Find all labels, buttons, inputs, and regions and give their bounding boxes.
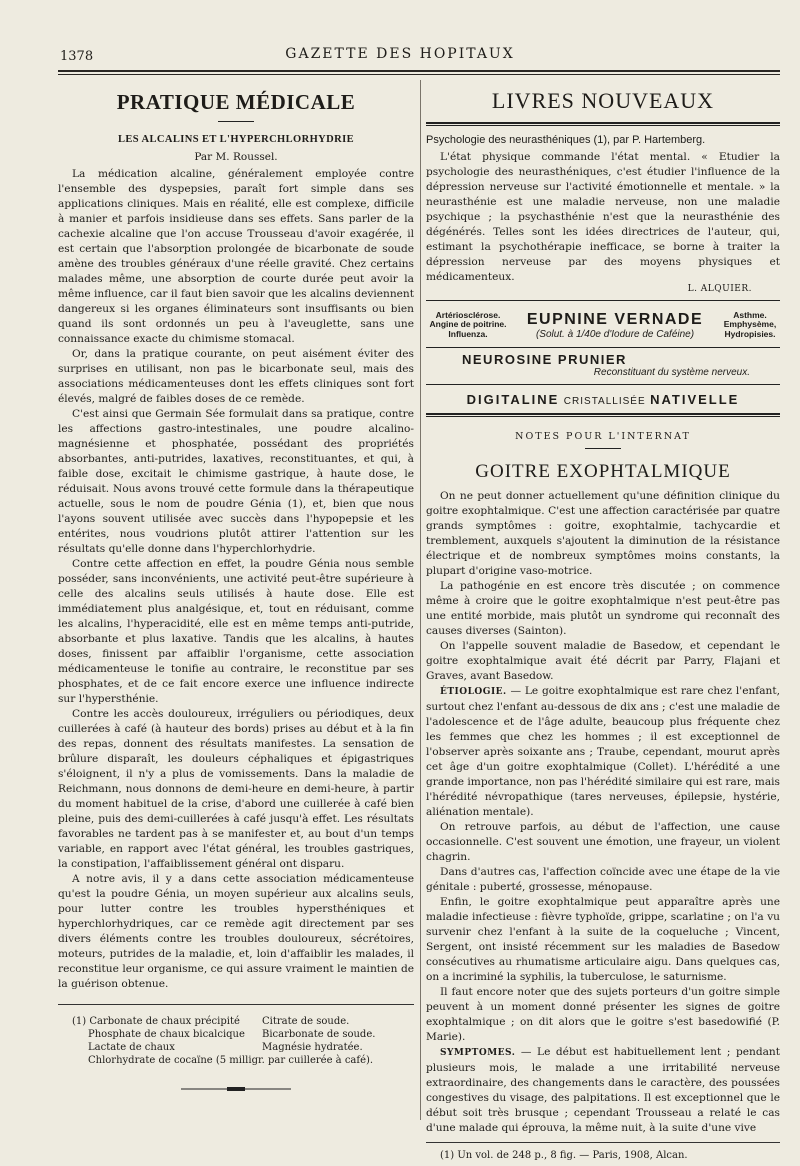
ad-indications-left: Artériosclérose. Angine de poitrine. Influenza.: [429, 309, 507, 339]
etiologie-label: ÉTIOLOGIE.: [440, 687, 507, 697]
ad-mid-digitaline: CRISTALLISÉE: [563, 396, 646, 407]
paragraph: Enfin, le goitre exophtalmique peut apparaître après une maladie infectieuse : fièvre typhoïde, grippe, scarlatine ; on l'a vu survenir chez l'enfant à la suite de la coqueluche ; Vincent, Sergent, ont insisté récemment sur les maladies de Basedow consécutives au rhumatisme articulaire aigu. Dans quelques cas, on a incriminé la syphilis, la tuberculose, le saturnisme.: [426, 896, 780, 983]
book-title: Psychologie des neurasthéniques (1), par P. Hartemberg.: [426, 134, 706, 146]
end-ornament: [58, 1077, 414, 1096]
ad-sub-eupnine: (Solut. à 1/40e d'Iodure de Caféine): [535, 328, 695, 340]
footnote-rule: [426, 1142, 780, 1143]
paragraph: Dans d'autres cas, l'affection coïncide avec une étape de la vie génitale : puberté, grossesse, ménopause.: [426, 866, 780, 893]
symptomes-text: — Le début est habituellement lent ; pendant plusieurs mois, le malade a une irritabilité nerveuse extraordinaire, des changements dans le caractère, des poussées congestives du visage, des palpitations. Il est exceptionnel que le début soit très brusque ; cependant Trousseau a relaté le cas d'une malade qui éprouva, la même nuit, à la suite d'une vive: [426, 1046, 780, 1134]
paragraph: A notre avis, il y a dans cette association médicamenteuse qu'est la poudre Génia, un moyen supérieur aux alcalins seuls, pour lutter contre les troubles hypersthéniques et hyperchlorhydriques, car ce remède agit directement par ses divers éléments contre les troubles douloureux, sécrétoires, moteurs, putrides de la maladie, et, loin d'affaiblir les malades, il reconstitue leur organisme, ce qui assure vraiment le maintien de la guérison obtenue.: [58, 873, 414, 990]
journal-title: GAZETTE DES HOPITAUX: [285, 46, 515, 62]
ad-brand-digitaline: DIGITALINE: [466, 392, 560, 407]
ad-brand-eupnine: EUPNINE VERNADE: [526, 310, 704, 328]
ad-rule: [426, 347, 780, 348]
title-rule: [426, 122, 780, 124]
footnote-rule: [58, 1004, 414, 1005]
ad-rule: [426, 413, 780, 415]
paragraph: Contre cette affection en effet, la poudre Génia nous semble posséder, sans inconvénients, une activité peut-être supérieure à celle des alcalins seuls utilisés à haute dose. Elle est immédiatement plus analgésique, et, tout en réduisant, comme les alcalins, l'hyperacidité, elle est en même temps anti-putride, absorbante et plus laxative. Tandis que les alcalins, à hautes doses, finissent par affaiblir l'organisme, cette association médicamenteuse le tonifie au contraire, le reconstitue par ses phosphates, et de ce fait encore exerce une influence indirecte sur l'hypersthénie.: [58, 558, 414, 705]
title-rule: [218, 121, 254, 122]
etiologie-text: — Le goitre exophtalmique est rare chez l'enfant, surtout chez l'enfant au-dessous de dix ans ; c'est une maladie de l'adolescence et de l'âge adulte, beaucoup plus fréquente chez les femmes que chez les hommes ; il est exceptionnel de l'observer après soixante ans ; Traube, cependant, mourut après cet âge d'un goitre exophtalmique (Collet). L'hérédité a une grande importance, non pas l'hérédité similaire qui est rare, mais l'hérédité névropathique (tares nerveuses, épilepsie, hystérie, aliénation mentale).: [426, 685, 780, 818]
header-rule: [58, 70, 780, 72]
book-review: L'état physique commande l'état mental. « Etudier la psychologie des neurasthéniques, c'est étudier l'influence de la dépression nerveuse sur l'activité émotionnelle et mentale. » la neurasthénie est une maladie nerveuse, non une maladie psychique ; la psychasthénie n'est que la neurasthénie des dégénérés. Telles sont les idées directrices de l'auteur, qui, estimant la psychothérapie inefficace, se borne à traiter la dépression nerveuse par des moyens physiques et médicamenteux.: [426, 151, 780, 283]
byline: Par M. Roussel.: [194, 151, 278, 163]
footnote-item: Carbonate de chaux précipité: [89, 1016, 240, 1027]
paragraph: On ne peut donner actuellement qu'une définition clinique du goitre exophtalmique. C'est une affection caractérisée par quatre grands symptômes : goitre, exophtalmie, tachycardie et tremblement, auxquels s'ajoutent la diminution de la résistance électrique et de nombreux symptômes moins constants, la plupart d'origine vaso-motrice.: [426, 490, 780, 577]
ad-rule: [426, 300, 780, 301]
footnote-recipe: [58, 1015, 414, 1067]
section-title-livres: LIVRES NOUVEAUX: [491, 88, 715, 113]
column-divider: [420, 80, 421, 1120]
ad-brand-neurosine: NEUROSINE PRUNIER: [462, 352, 627, 367]
paragraph: Or, dans la pratique courante, on peut aisément éviter des surprises en utilisant, non pas le bicarbonate seul, mais des associations médicamenteuses dont les effets cliniques sont fort élevés, malgré de faibles doses de ce remède.: [58, 348, 414, 405]
ad-rule: [426, 384, 780, 385]
header-rule-thin: [58, 74, 780, 75]
notes-heading: NOTES POUR L'INTERNAT: [515, 431, 691, 442]
ad-eupnine: [426, 305, 780, 345]
symptomes-label: SYMPTOMES.: [440, 1048, 516, 1058]
paragraph-symptomes: [426, 1045, 780, 1136]
ad-indications-right: Asthme. Emphysème, Hydropisies.: [723, 309, 777, 339]
paragraph: La médication alcaline, généralement employée contre l'ensemble des dyspepsies, paraît fort simple dans ses applications cliniques. Mais en réalité, elle est complexe, difficile à manier et parfois insidieuse dans ses effets. Sans parler de la cachexie alcaline que l'on accuse Trousseau d'avoir exagérée, il est certain que l'absorption prolongée de bicarbonate de soude amène des troubles généraux d'une réelle gravité. Chez certains malades même, une absorption de courte durée peut avoir la même influence, car il faut bien savoir que les alcalins deviennent dangereux si les organes éliminateurs sont insuffisants ou bien quand ils sont ordonnés un peu à l'aveuglette, sans une connaissance exacte du chimisme stomacal.: [58, 168, 414, 345]
right-column: [426, 80, 780, 1162]
paragraph: C'est ainsi que Germain Sée formulait dans sa pratique, contre les affections gastro-intestinales, une poudre alcalino-magnésienne et phosphatée, possédant des propriétés absorbantes, anti-putrides, laxatives, reconstituantes, et qui, à faible dose, excitait le chimisme gastrique, à haute dose, le réduisait. Nous avons trouvé cette formule dans la thérapeutique actuelle, sous le nom de poudre Génia (1), et, bien que nous l'ayons souvent utilisée avec succès dans l'hypopepsie et les entérites, nous voudrions plutôt attirer l'attention sur les résultats qu'elle donne dans l'hyperchlorhydrie.: [58, 408, 414, 555]
footnote-item: Citrate de soude.: [262, 1016, 350, 1027]
footnote-item: Magnésie hydratée.: [262, 1042, 363, 1053]
article-title-alcalins: LES ALCALINS ET L'HYPERCHLORHYDRIE: [117, 134, 354, 145]
footnote-book: (1) Un vol. de 248 p., 8 fig. — Paris, 1908, Alcan.: [440, 1150, 688, 1161]
paragraph: Il faut encore noter que des sujets porteurs d'un goitre simple peuvent à un moment donné présenter les signes de goitre exophtalmique ; on dit alors que le goitre s'est basedowifié (P. Marie).: [426, 986, 780, 1043]
paragraph-etiologie: [426, 684, 780, 820]
title-rule-thin: [426, 125, 780, 126]
article-title-goitre: GOITRE EXOPHTALMIQUE: [475, 461, 731, 482]
footnote-item: Lactate de chaux: [88, 1042, 175, 1053]
footnote-marker: (1): [72, 1016, 87, 1027]
review-signature: L. ALQUIER.: [687, 284, 752, 294]
footnote-item: Chlorhydrate de cocaïne (5 milligr. par cuillerée à café).: [88, 1055, 374, 1066]
section-title-pratique: PRATIQUE MÉDICALE: [116, 90, 356, 114]
ornament-icon: [181, 1086, 291, 1092]
notes-rule: [585, 448, 621, 449]
ad-neurosine: [426, 352, 780, 382]
footnote-item: Phosphate de chaux bicalcique: [88, 1029, 245, 1040]
ad-digitaline: [426, 391, 780, 411]
ad-brand-nativelle: NATIVELLE: [650, 392, 740, 407]
paragraph: On retrouve parfois, au début de l'affection, une cause occasionnelle. C'est souvent une émotion, une frayeur, un violent chagrin.: [426, 821, 780, 863]
page-number: 1378: [60, 49, 94, 64]
paragraph: On l'appelle souvent maladie de Basedow, et cependant le goitre exophtalmique avait été décrit par Parry, Flajani et Graves, avant Basedow.: [426, 640, 780, 682]
left-column: [58, 80, 414, 1096]
paragraph: Contre les accès douloureux, irréguliers ou périodiques, deux cuillerées à café (à hauteur des bords) prises au début et à la fin des repas, donnent des résultats manifestes. La sensation de brûlure disparaît, les douleurs céphaliques et épigastriques s'éloignent, il n'y a plus de vomissements. Dans la maladie de Reichmann, nous donnons de demi-heure en demi-heure, à partir du moment habituel de la crise, d'abord une cuillerée à café bien pleine, puis des demi-cuillerées à café jusqu'à effet. Les résultats favorables ne tardent pas à se manifester et, au bout d'un temps variable, en rapport avec l'état général, les troubles gastriques, la constipation, l'affaiblissement général ont disparu.: [58, 708, 414, 870]
paragraph: La pathogénie en est encore très discutée ; on commence même à croire que le goitre exophtalmique n'est peut-être pas une entité morbide, mais plutôt un syndrome qui reconnaît des causes diverses (Sainton).: [426, 580, 780, 637]
footnote-item: Bicarbonate de soude.: [262, 1029, 376, 1040]
ad-rule-thin: [426, 416, 780, 417]
ad-sub-neurosine: Reconstituant du système nerveux.: [593, 367, 750, 378]
